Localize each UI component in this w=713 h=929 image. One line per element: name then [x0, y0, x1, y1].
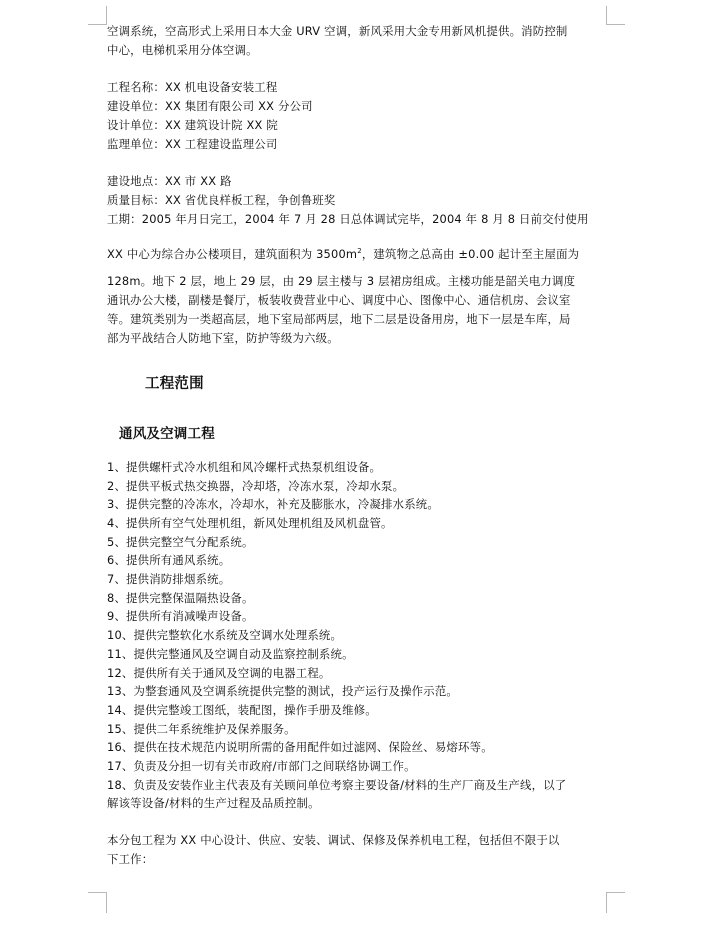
- site-location: 建设地点：XX 市 XX 路: [107, 174, 232, 188]
- builder: 建设单位：XX 集团有限公司 XX 分公司: [107, 99, 313, 113]
- section-title: 工程范围: [145, 374, 204, 392]
- designer: 设计单位：XX 建筑设计院 XX 院: [107, 118, 278, 132]
- list-item: 16、提供在技术规范内说明所需的备用配件如过滤网、保险丝、易熔环等。: [107, 740, 493, 755]
- document-body: [107, 22, 605, 869]
- list-item: 8、提供完整保温隔热设备。: [107, 590, 254, 605]
- text-line: 本分包工程为 XX 中心设计、供应、安装、调试、保修及保养机电工程，包括但不限于以: [107, 833, 560, 848]
- list-item: 14、提供完整竣工图纸，装配图，操作手册及维修。: [107, 702, 377, 717]
- text-line: XX 中心为综合办公楼项目，建筑面积为 $3500m^2$，建筑物之总高由 ±0.00 起计至主屋面为: [107, 246, 580, 261]
- intro-paragraph: [107, 22, 605, 60]
- building-description: [107, 239, 605, 266]
- site-info: [107, 172, 605, 229]
- list-item: 7、提供消防排烟系统。: [107, 572, 231, 587]
- crop-mark-top-left: [88, 6, 107, 25]
- scope-list: [107, 458, 605, 813]
- list-item: 9、提供所有消减噪声设备。: [107, 609, 254, 624]
- project-info: [107, 78, 605, 154]
- list-item: 3、提供完整的冷冻水，冷却水，补充及膨胀水，冷凝排水系统。: [107, 497, 439, 512]
- crop-mark-top-right: [606, 6, 625, 25]
- closing-paragraph: [107, 831, 605, 869]
- list-item: 18、负责及安装作业主代表及有关顾问单位考察主要设备/材料的生产厂商及生产线，以了: [107, 777, 567, 792]
- text-line: 下工作：: [107, 852, 154, 867]
- text-line: 空调系统，空高形式上采用日本大金 URV 空调，新风采用大金专用新风机提供。消防控制: [107, 24, 568, 38]
- list-item: 4、提供所有空气处理机组，新风处理机组及风机盘管。: [107, 515, 393, 530]
- supervisor: 监理单位：XX 工程建设监理公司: [107, 137, 278, 151]
- list-item: 6、提供所有通风系统。: [107, 553, 231, 568]
- text-line: 128m。地下 2 层，地上 29 层，由 29 层主楼与 3 层裙房组成。主楼功能是韶关电力调度: [107, 273, 576, 288]
- schedule: 工期：2005 年月日完工，2004 年 7 月 28 日总体调试完毕，2004 年 8 月 8 日前交付使用: [107, 212, 589, 226]
- list-item: 1、提供螺杆式冷水机组和风冷螺杆式热泵机组设备。: [107, 459, 382, 474]
- list-item: 10、提供完整软化水系统及空调水处理系统。: [107, 628, 343, 643]
- text-line: 中心，电梯机采用分体空调。: [107, 43, 258, 57]
- list-item: 13、为整套通风及空调系统提供完整的测试，投产运行及操作示范。: [107, 684, 459, 699]
- project-name: 工程名称：XX 机电设备安装工程: [107, 80, 278, 94]
- list-item: 5、提供完整空气分配系统。: [107, 534, 254, 549]
- list-item: 17、负责及分担一切有关市政府/市部门之间联络协调工作。: [107, 759, 416, 774]
- list-item: 11、提供完整通风及空调自动及监察控制系统。: [107, 646, 354, 661]
- text-line: 通讯办公大楼，副楼是餐厅，板装收费营业中心、调度中心、图像中心、通信机房、会议室: [107, 292, 571, 307]
- list-item: 15、提供二年系统维护及保养服务。: [107, 721, 296, 736]
- list-item: 2、提供平板式热交换器，冷却塔，冷冻水泵，冷却水泵。: [107, 478, 405, 493]
- crop-mark-bottom-left: [88, 892, 107, 913]
- text-line: 等。建筑类别为一类超高层，地下室局部两层，地下二层是设备用房，地下一层是车库，局: [107, 311, 571, 326]
- building-description-cont: [107, 272, 605, 348]
- subsection-title: 通风及空调工程: [119, 425, 215, 442]
- list-item: 12、提供所有关于通风及空调的电器工程。: [107, 665, 331, 680]
- list-item: 解该等设备/材料的生产过程及品质控制。: [107, 796, 320, 811]
- text-line: 部为平战结合人防地下室，防护等级为六级。: [107, 330, 339, 345]
- crop-mark-bottom-right: [606, 892, 625, 913]
- quality-target: 质量目标：XX 省优良样板工程，争创鲁班奖: [107, 193, 336, 207]
